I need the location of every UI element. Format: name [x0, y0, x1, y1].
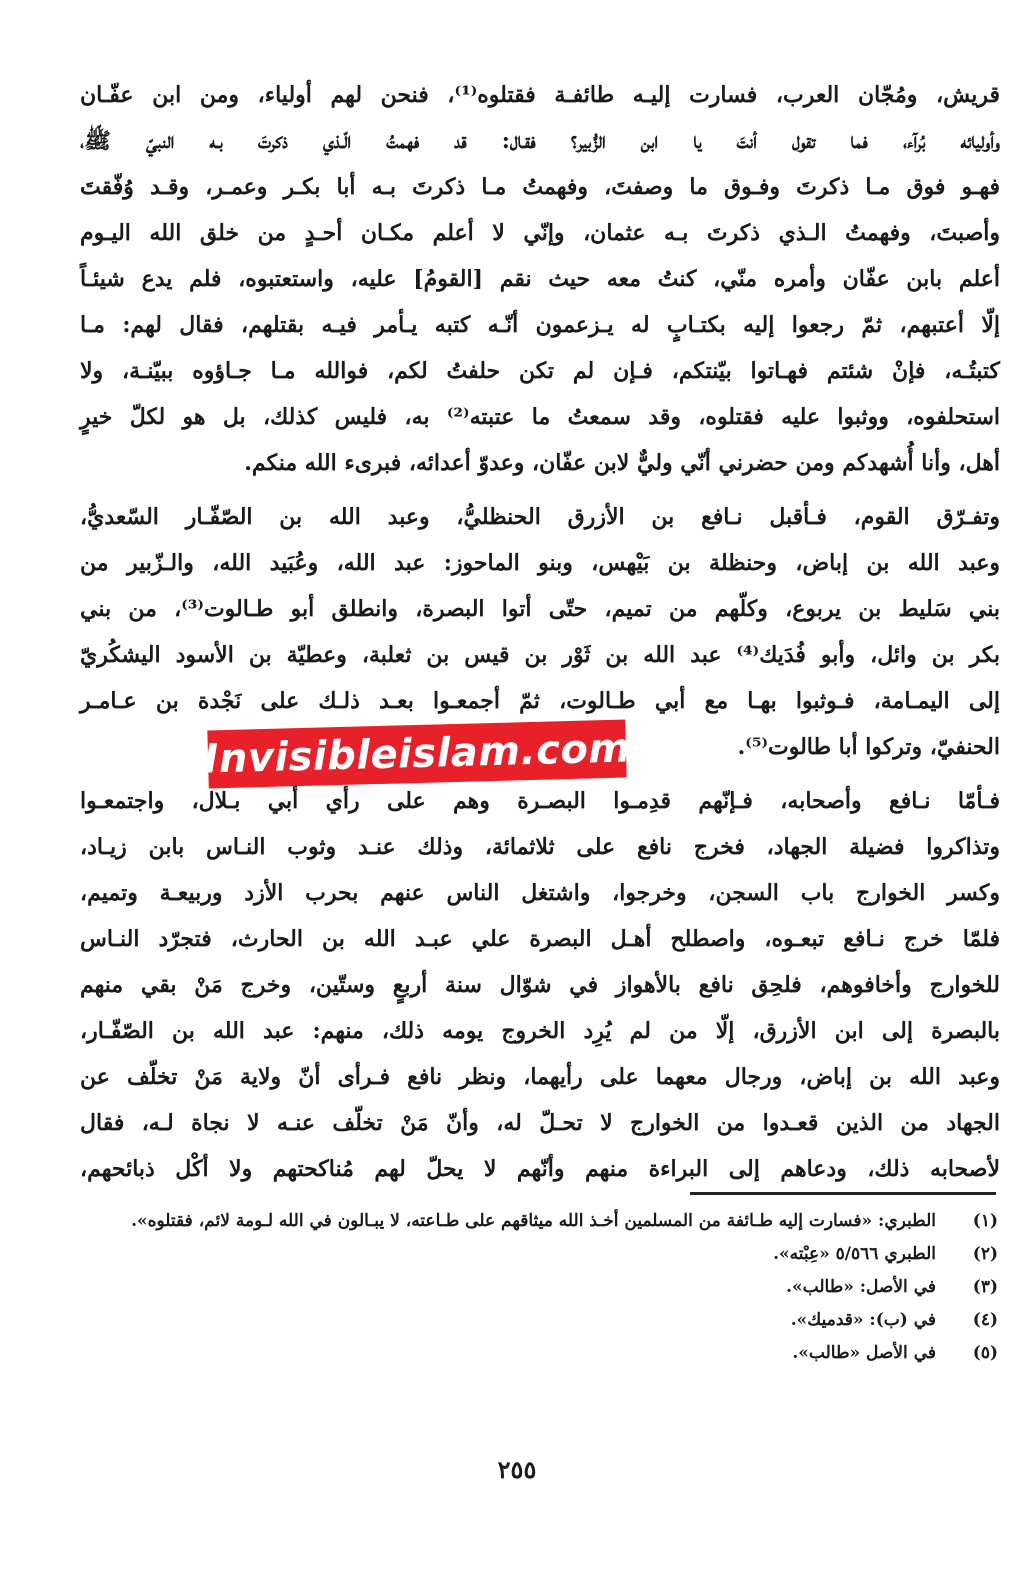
footnote-divider [690, 1192, 996, 1195]
text-line: فلمّا خرج نـافع تبعـوه، واصطلح أهـل البصرة علي عبـد الله بن الحارث، فتجرّد النـاس [80, 926, 1000, 952]
footnote-text: الطبري: «فسارت إليه طـائفة من المسلمين أخـذ الله ميثاقهم على طـاعته، لا يبـالون في الله لـومة لائم، فقتلوه». [131, 1211, 936, 1231]
footnote [118, 1337, 998, 1370]
text-line: إلّا أعتبهم، ثمّ رجعوا إليه بكتـابٍ له يـزعمون أنّـه كتبه يـأمر فيـه بقتلهم، فقال لهم: مـا [80, 312, 1000, 338]
text-line: بني سَليط بن يربوع، وكلّهم من تميم، حتّى أتوا البصرة، وانطلق أبو طـالوت⁽³⁾، من بني [80, 596, 1000, 622]
footnote-number: (١) [972, 1211, 998, 1231]
footnote [118, 1271, 998, 1304]
text-line: وكسر الخوارج باب السجن، وخرجوا، واشتغل الناس عنهم بحرب الأزد وربيعـة وتميم، [80, 880, 1000, 906]
page-number: ٢٥٥ [497, 1455, 537, 1484]
text-line: إلى اليمـامة، فـوثبوا بهـا مع أبي طـالوت، ثمّ أجمعـوا بعـد ذلـك على نَجْدة بن عـامـر [80, 688, 1000, 714]
main-text [80, 72, 1000, 1200]
footnote-text: في الأصل: «طالب». [786, 1277, 936, 1297]
paragraph-1 [80, 72, 1000, 486]
text-line: وعبد الله بن إباض، وحنظلة بن بَيْهس، وبنو الماحوز: عبد الله، وعُبَيد الله، والـزّبير من [80, 550, 1000, 576]
text-line: بالبصرة إلى ابن الأزرق، إلّا من لم يُرِد الخروج يومه ذلك، منهم: عبد الله بن الصّفّـار، [80, 1018, 1000, 1044]
text-line: للخوارج وأخافوهم، فلحِق نافع بالأهواز في شوّال سنة أربعٍ وستّين، وخرج مَنْ بقي منهم [80, 972, 1000, 998]
text-line: وعبد الله بن إباض، ورجال معهما على رأيهما، ونظر نافع فـرأى أنّ ولاية مَنْ تخلّف عن [80, 1064, 1000, 1090]
footnote [118, 1205, 998, 1238]
footnote-number: (٤) [972, 1310, 998, 1330]
watermark-text: Invisibleislam.com [202, 725, 632, 783]
footnote-text: الطبري ٥/٥٦٦ «عِبْته». [773, 1244, 936, 1264]
paragraph-3 [80, 778, 1000, 1192]
text-line: استحلفوه، ووثبوا عليه فقتلوه، وقد سمعتُ ما عتبته⁽²⁾ به، فليس كذلك، بل هو لكلّ خيرٍ [80, 404, 1000, 430]
text-line: بكر بن وائل، وأبو فُدَيك⁽⁴⁾ عبد الله بن ثَوْر بن قيس بن ثعلبة، وعطيّة بن الأسود اليشكُريّ [80, 642, 1001, 668]
footnotes [118, 1205, 998, 1370]
footnote-number: (٣) [972, 1277, 998, 1297]
text-line: وتذاكروا فضيلة الجهاد، فخرج نافع على ثلاثمائة، وذلك عنـد وثوب النـاس بابن زيـاد، [80, 834, 1000, 860]
text-line: الحنفيّ، وتركوا أبا طالوت⁽⁵⁾. [737, 734, 1000, 760]
footnote [118, 1304, 998, 1337]
text-line: فـأمّا نـافع وأصحابه، فـإنّهم قدِمـوا البصـرة وهم على رأي أبي بـلال، واجتمعـوا [80, 788, 1000, 814]
text-line: وأوليائه بُرآء، فما تقول أنتَ يا ابن الزُّبير؟ فقـال: قد فهمتُ الّـذي ذكرتَ بـه النبيّ ﷺ، [80, 128, 1000, 154]
watermark-banner [202, 720, 632, 789]
footnote-number: (٥) [972, 1343, 998, 1363]
text-line: قريش، ومُجّان العرب، فسارت إليـه طائفـة فقتلوه⁽¹⁾، فنحن لهم أولياء، ومن ابن عفّـان [80, 82, 1000, 108]
text-line: الجهاد من الذين قعـدوا من الخوارج لا تحـلّ له، وأنّ مَنْ تخلّف عنـه لا نجاة لـه، فقال [80, 1110, 1000, 1136]
footnote-text: في (ب): «قدميك». [790, 1310, 936, 1330]
text-line: أهل، وأنا أُشهدكم ومن حضرني أنّي وليٌّ لابن عفّان، وعدوّ أعدائه، فبرىء الله منكم. [244, 450, 1000, 476]
footnote [118, 1238, 998, 1271]
footnote-number: (٢) [972, 1244, 998, 1264]
text-line: فهـو فوق مـا ذكرتَ وفـوق ما وصفتَ، وفهمتُ مـا ذكرتَ بـه أبا بكـر وعمـر، وقـد وُفّقتَ [80, 174, 1000, 200]
footnote-text: في الأصل «طالب». [792, 1343, 936, 1363]
text-line: وتفـرّق القوم، فـأقبل نـافع بن الأزرق الحنظليُّ، وعبد الله بن الصّفّـار السّعديُّ، [80, 504, 1000, 530]
text-line: وأصبتَ، وفهمتُ الـذي ذكرتَ بـه عثمان، وإنّي لا أعلم مكـان أحـدٍ من خلق الله اليـوم [80, 220, 1000, 246]
text-line: لأصحابه ذلك، ودعاهم إلى البراءة منهم وأنّهم لا يحلّ لهم مُناكحتهم ولا أكْل ذبائحهم، [80, 1156, 1000, 1182]
text-line: كتبتُـه، فإنْ شئتم فهـاتوا بيّنتكم، فـإن لم تكن حلفتُ لكم، فوالله مـا جـاؤوه ببيّنـة، ولا [80, 358, 1000, 384]
text-line: أعلم بابن عفّان وأمره منّي، كنتُ معه حيث نقم [القومُ] عليه، واستعتبوه، فلم يدع شيئـاً [80, 266, 1000, 292]
